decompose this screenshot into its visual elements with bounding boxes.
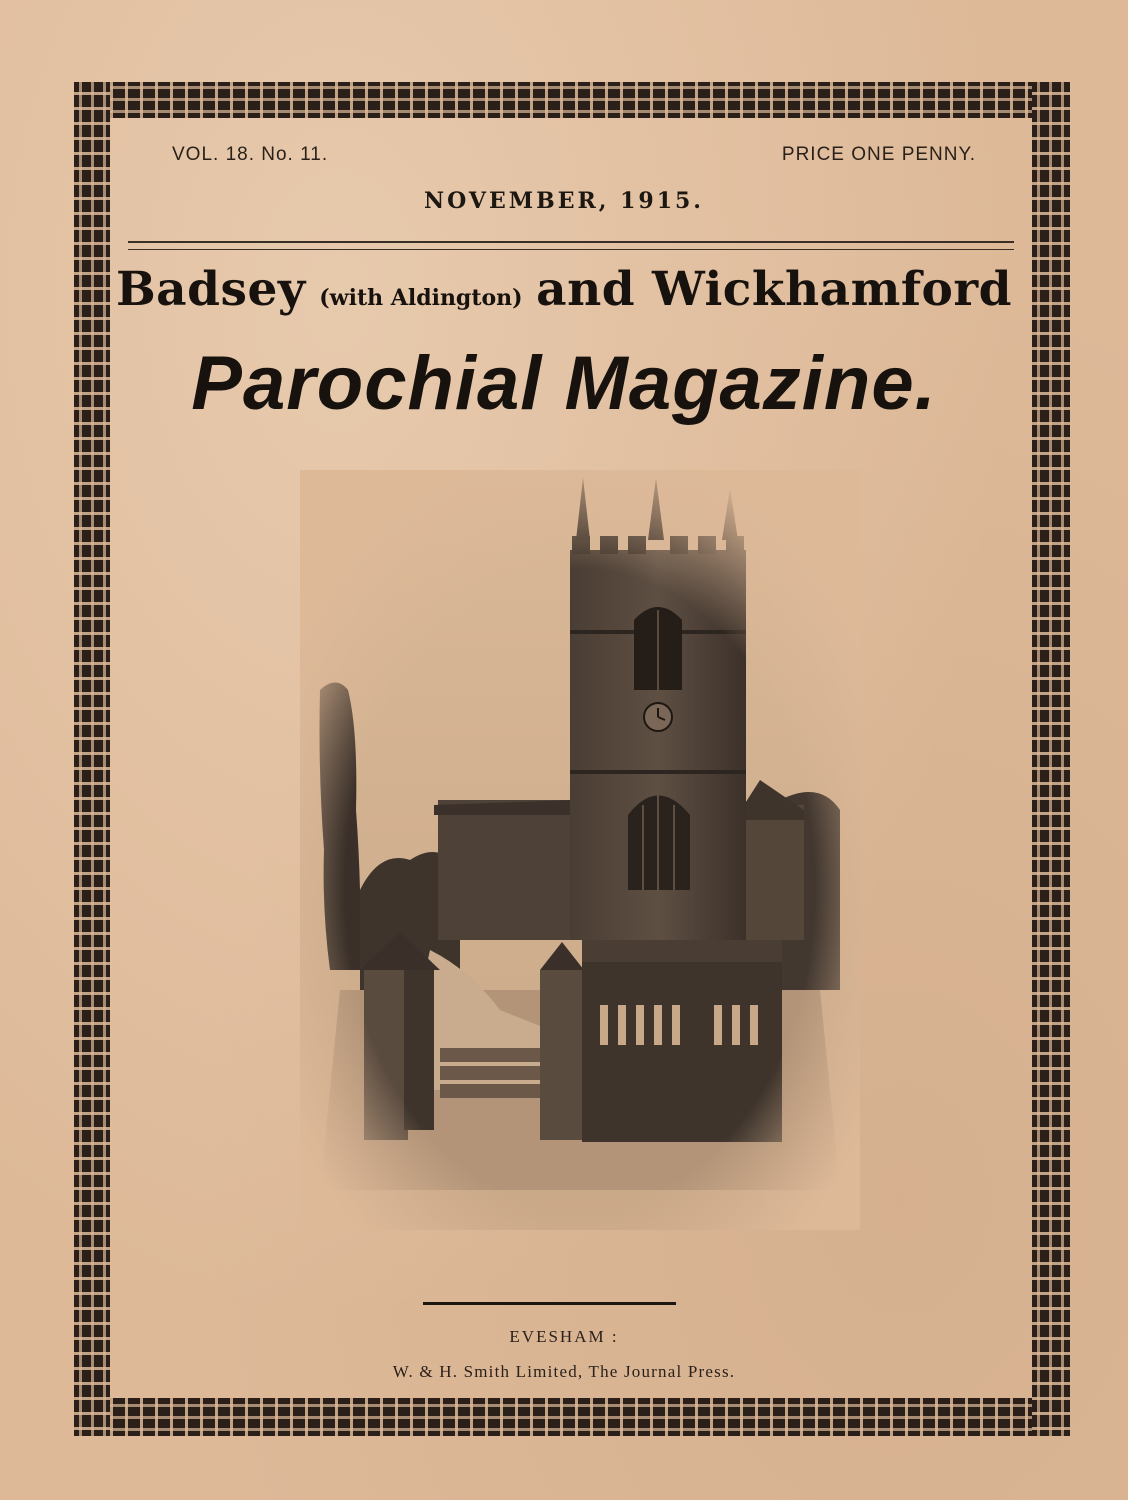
magazine-subtitle: Parochial Magazine. — [191, 341, 937, 426]
issue-date: NOVEMBER, 1915. — [424, 188, 704, 214]
header-divider — [128, 241, 1014, 250]
church-photograph — [300, 470, 860, 1230]
volume-number: VOL. 18. No. 11. — [172, 144, 329, 165]
footer-divider — [423, 1302, 676, 1305]
magazine-title — [0, 262, 1128, 317]
title-with-aldington: (with Aldington) — [319, 285, 523, 311]
printer-credit: W. & H. Smith Limited, The Journal Press. — [392, 1362, 736, 1381]
ornamental-border-bottom — [74, 1398, 1070, 1436]
ornamental-border-top — [74, 82, 1070, 118]
title-wickhamford: and Wickhamford — [536, 262, 1013, 317]
price-label: PRICE ONE PENNY. — [781, 144, 976, 165]
publication-place: EVESHAM : — [509, 1327, 619, 1346]
title-badsey: Badsey — [115, 262, 306, 317]
